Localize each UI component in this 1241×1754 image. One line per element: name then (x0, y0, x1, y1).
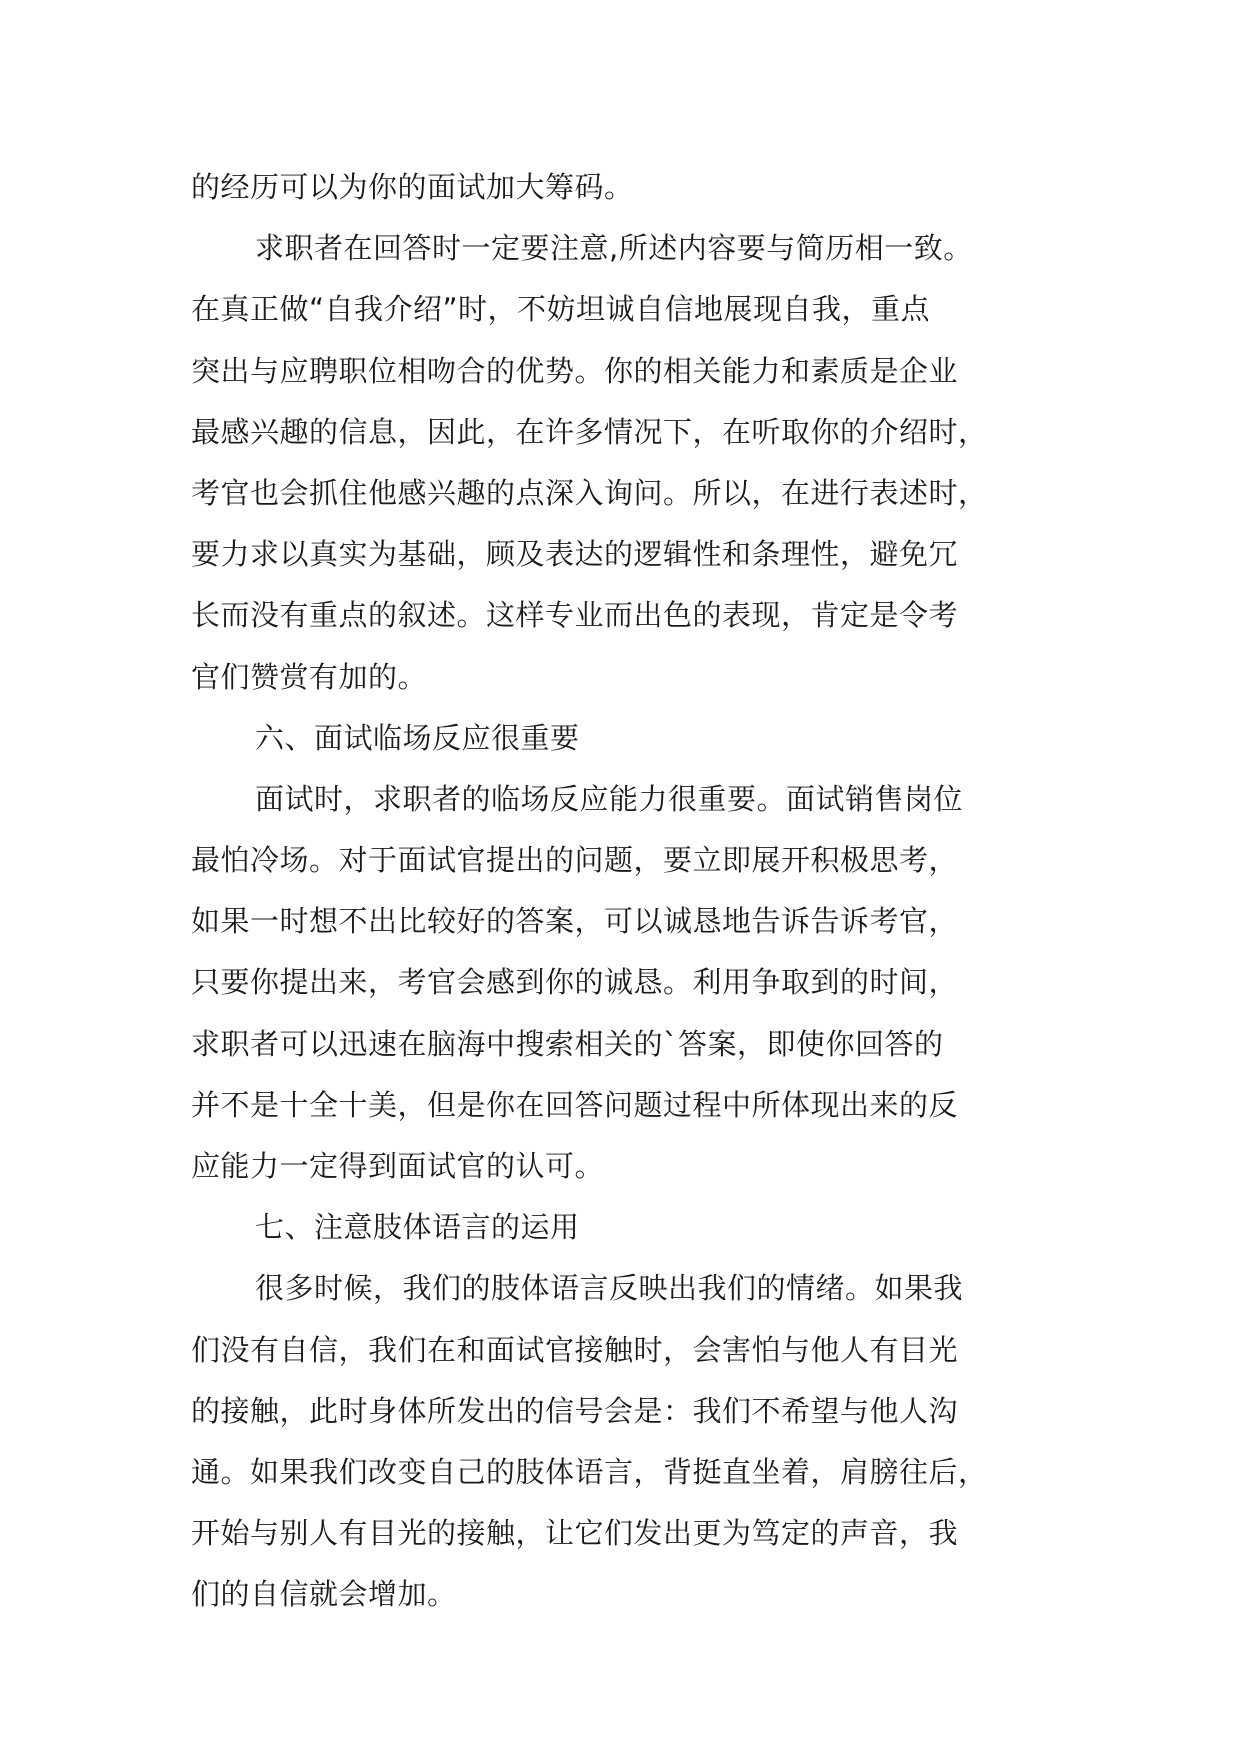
text-line: 考官也会抓住他感兴趣的点深入询问。所以，在进行表述时， (191, 475, 988, 510)
text-line: 突出与应聘职位相吻合的优势。你的相关能力和素质是企业 (191, 353, 959, 388)
paragraph-start-line: 求职者在回答时一定要注意,所述内容要与简历相一致。 (255, 231, 973, 266)
text-line: 的接触，此时身体所发出的信号会是：我们不希望与他人沟 (191, 1393, 959, 1428)
text-line: 开始与别人有目光的接触，让它们发出更为笃定的声音，我 (191, 1516, 959, 1551)
document-body (191, 157, 1091, 1626)
text-line: 并不是十全十美，但是你在回答问题过程中所体现出来的反 (191, 1087, 959, 1122)
text-line: 求职者可以迅速在脑海中搜索相关的`答案，即使你回答的 (191, 1026, 944, 1061)
text-line: 通。如果我们改变自己的肢体语言，背挺直坐着，肩膀往后， (191, 1454, 988, 1489)
text-line: 长而没有重点的叙述。这样专业而出色的表现，肯定是令考 (191, 598, 959, 633)
section-heading: 六、面试临场反应很重要 (255, 720, 580, 755)
text-line: 应能力一定得到面试官的认可。 (191, 1149, 605, 1183)
section-heading: 七、注意肢体语言的运用 (255, 1210, 580, 1245)
text-line: 最感兴趣的信息，因此，在许多情况下，在听取你的介绍时， (191, 414, 988, 449)
text-line: 们没有自信，我们在和面试官接触时，会害怕与他人有目光 (191, 1332, 959, 1367)
text-line: 要力求以真实为基础，顾及表达的逻辑性和条理性，避免冗 (191, 537, 959, 572)
paragraph-start-line: 很多时候，我们的肢体语言反映出我们的情绪。如果我 (255, 1271, 964, 1306)
text-line: 最怕冷场。对于面试官提出的问题，要立即展开积极思考， (191, 843, 959, 878)
text-line: 在真正做“自我介绍”时，不妨坦诚自信地展现自我，重点 (191, 292, 931, 327)
text-line: 的经历可以为你的面试加大筹码。 (191, 170, 634, 204)
text-line: 如果一时想不出比较好的答案，可以诚恳地告诉告诉考官， (191, 904, 959, 939)
paragraph-start-line: 面试时，求职者的临场反应能力很重要。面试销售岗位 (255, 781, 964, 816)
text-line: 只要你提出来，考官会感到你的诚恳。利用争取到的时间， (191, 965, 959, 1000)
text-line: 官们赞赏有加的。 (191, 659, 428, 694)
text-line: 们的自信就会增加。 (191, 1577, 457, 1612)
